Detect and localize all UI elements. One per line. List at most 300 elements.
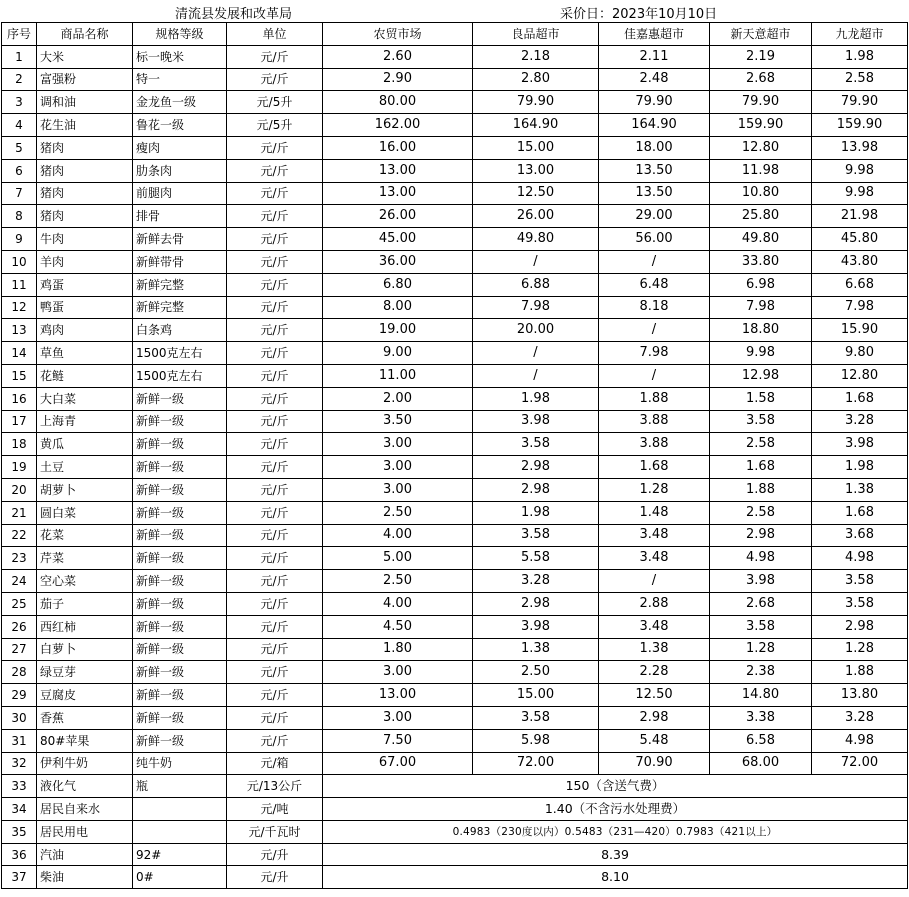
price-cell[interactable]: 9.98	[812, 182, 908, 205]
product-name-cell[interactable]: 草鱼	[37, 342, 133, 365]
product-name-cell[interactable]: 鸭蛋	[37, 296, 133, 319]
price-cell[interactable]: 3.58	[710, 410, 812, 433]
price-cell[interactable]: 13.00	[323, 159, 473, 182]
row-number-cell[interactable]: 8	[2, 205, 37, 228]
spec-cell[interactable]: 新鲜完整	[133, 273, 227, 296]
row-number-cell[interactable]: 3	[2, 91, 37, 114]
price-cell[interactable]: 6.98	[710, 273, 812, 296]
row-number-cell[interactable]: 37	[2, 866, 37, 889]
row-number-cell[interactable]: 1	[2, 45, 37, 68]
price-cell[interactable]: 3.50	[323, 410, 473, 433]
price-cell[interactable]: 1.98	[473, 501, 599, 524]
spec-cell[interactable]: 新鲜一级	[133, 456, 227, 479]
price-cell[interactable]: 4.98	[812, 729, 908, 752]
row-number-cell[interactable]: 22	[2, 524, 37, 547]
col-header-market[interactable]: 农贸市场	[323, 23, 473, 46]
price-cell[interactable]: 3.28	[473, 570, 599, 593]
price-cell[interactable]: 2.98	[812, 615, 908, 638]
price-cell[interactable]: 1.68	[599, 456, 710, 479]
row-number-cell[interactable]: 11	[2, 273, 37, 296]
price-cell[interactable]: 13.80	[812, 684, 908, 707]
price-cell[interactable]: 3.00	[323, 706, 473, 729]
price-cell[interactable]: 2.48	[599, 68, 710, 91]
row-number-cell[interactable]: 10	[2, 250, 37, 273]
product-name-cell[interactable]: 土豆	[37, 456, 133, 479]
price-cell[interactable]: 72.00	[812, 752, 908, 775]
price-cell[interactable]: /	[599, 570, 710, 593]
unit-cell[interactable]: 元/斤	[227, 250, 323, 273]
row-number-cell[interactable]: 5	[2, 136, 37, 159]
price-cell[interactable]: 2.18	[473, 45, 599, 68]
col-header-spec[interactable]: 规格等级	[133, 23, 227, 46]
price-cell[interactable]: 8.00	[323, 296, 473, 319]
unit-cell[interactable]: 元/斤	[227, 684, 323, 707]
unit-cell[interactable]: 元/斤	[227, 273, 323, 296]
price-cell[interactable]: 2.60	[323, 45, 473, 68]
spec-cell[interactable]: 新鲜一级	[133, 729, 227, 752]
unit-cell[interactable]: 元/千瓦时	[227, 820, 323, 843]
product-name-cell[interactable]: 圆白菜	[37, 501, 133, 524]
price-cell[interactable]: 6.80	[323, 273, 473, 296]
spec-cell[interactable]: 金龙鱼一级	[133, 91, 227, 114]
spec-cell[interactable]: 新鲜一级	[133, 478, 227, 501]
row-number-cell[interactable]: 27	[2, 638, 37, 661]
price-cell[interactable]: 7.98	[812, 296, 908, 319]
price-cell[interactable]: /	[473, 250, 599, 273]
price-cell[interactable]: 2.98	[599, 706, 710, 729]
row-number-cell[interactable]: 15	[2, 364, 37, 387]
price-cell[interactable]: 9.98	[812, 159, 908, 182]
unit-cell[interactable]: 元/斤	[227, 319, 323, 342]
spec-cell[interactable]: 1500克左右	[133, 364, 227, 387]
spec-cell[interactable]: 新鲜一级	[133, 433, 227, 456]
price-cell[interactable]: 1.38	[599, 638, 710, 661]
unit-cell[interactable]: 元/13公斤	[227, 775, 323, 798]
product-name-cell[interactable]: 猪肉	[37, 159, 133, 182]
row-number-cell[interactable]: 12	[2, 296, 37, 319]
price-cell[interactable]: 13.00	[473, 159, 599, 182]
row-number-cell[interactable]: 9	[2, 228, 37, 251]
spec-cell[interactable]: 新鲜一级	[133, 615, 227, 638]
spec-cell[interactable]: 新鲜一级	[133, 684, 227, 707]
price-cell[interactable]: 9.98	[710, 342, 812, 365]
price-cell[interactable]: 67.00	[323, 752, 473, 775]
price-cell[interactable]: 13.98	[812, 136, 908, 159]
price-cell[interactable]: 9.00	[323, 342, 473, 365]
product-name-cell[interactable]: 牛肉	[37, 228, 133, 251]
unit-cell[interactable]: 元/斤	[227, 706, 323, 729]
price-cell[interactable]: 16.00	[323, 136, 473, 159]
price-cell[interactable]: 68.00	[710, 752, 812, 775]
price-cell[interactable]: 7.98	[599, 342, 710, 365]
unit-cell[interactable]: 元/斤	[227, 45, 323, 68]
price-cell[interactable]: 3.58	[812, 570, 908, 593]
product-name-cell[interactable]: 伊利牛奶	[37, 752, 133, 775]
price-cell[interactable]: 3.00	[323, 433, 473, 456]
col-header-no[interactable]: 序号	[2, 23, 37, 46]
unit-cell[interactable]: 元/吨	[227, 798, 323, 821]
price-cell[interactable]: 5.98	[473, 729, 599, 752]
price-cell[interactable]: 159.90	[812, 114, 908, 137]
price-cell[interactable]: 15.00	[473, 136, 599, 159]
price-cell[interactable]: 29.00	[599, 205, 710, 228]
price-cell[interactable]: 18.80	[710, 319, 812, 342]
price-cell[interactable]: 12.50	[473, 182, 599, 205]
unit-cell[interactable]: 元/斤	[227, 592, 323, 615]
unit-cell[interactable]: 元/斤	[227, 205, 323, 228]
price-cell[interactable]: 13.50	[599, 159, 710, 182]
unit-cell[interactable]: 元/斤	[227, 136, 323, 159]
price-cell[interactable]: 2.19	[710, 45, 812, 68]
price-cell[interactable]: 4.98	[812, 547, 908, 570]
product-name-cell[interactable]: 上海青	[37, 410, 133, 433]
row-number-cell[interactable]: 4	[2, 114, 37, 137]
price-cell[interactable]: 2.88	[599, 592, 710, 615]
spec-cell[interactable]: 新鲜一级	[133, 410, 227, 433]
price-cell[interactable]: 2.98	[473, 478, 599, 501]
price-cell[interactable]: 159.90	[710, 114, 812, 137]
price-cell[interactable]: 3.38	[710, 706, 812, 729]
price-cell[interactable]: 1.98	[812, 456, 908, 479]
price-cell[interactable]: 1.28	[599, 478, 710, 501]
product-name-cell[interactable]: 花生油	[37, 114, 133, 137]
price-cell[interactable]: 6.88	[473, 273, 599, 296]
price-cell[interactable]: 3.58	[473, 524, 599, 547]
price-cell[interactable]: 79.90	[812, 91, 908, 114]
price-cell[interactable]: 1.28	[710, 638, 812, 661]
price-cell[interactable]: 11.98	[710, 159, 812, 182]
row-number-cell[interactable]: 16	[2, 387, 37, 410]
price-cell[interactable]: 2.58	[710, 433, 812, 456]
spec-cell[interactable]: 新鲜一级	[133, 524, 227, 547]
unit-cell[interactable]: 元/斤	[227, 638, 323, 661]
spec-cell[interactable]: 新鲜带骨	[133, 250, 227, 273]
price-cell[interactable]: 2.98	[473, 456, 599, 479]
product-name-cell[interactable]: 汽油	[37, 843, 133, 866]
spec-cell[interactable]: 新鲜一级	[133, 661, 227, 684]
product-name-cell[interactable]: 黄瓜	[37, 433, 133, 456]
spec-cell[interactable]: 新鲜一级	[133, 592, 227, 615]
row-number-cell[interactable]: 20	[2, 478, 37, 501]
product-name-cell[interactable]: 花鲢	[37, 364, 133, 387]
product-name-cell[interactable]: 羊肉	[37, 250, 133, 273]
price-cell[interactable]: 6.48	[599, 273, 710, 296]
unit-cell[interactable]: 元/斤	[227, 433, 323, 456]
unit-cell[interactable]: 元/斤	[227, 342, 323, 365]
price-cell[interactable]: 3.58	[710, 615, 812, 638]
spec-cell[interactable]: 前腿肉	[133, 182, 227, 205]
col-header-unit[interactable]: 单位	[227, 23, 323, 46]
unit-cell[interactable]: 元/斤	[227, 68, 323, 91]
product-name-cell[interactable]: 大米	[37, 45, 133, 68]
row-number-cell[interactable]: 29	[2, 684, 37, 707]
row-number-cell[interactable]: 35	[2, 820, 37, 843]
price-cell[interactable]: 12.50	[599, 684, 710, 707]
product-name-cell[interactable]: 猪肉	[37, 205, 133, 228]
unit-cell[interactable]: 元/斤	[227, 296, 323, 319]
product-name-cell[interactable]: 绿豆芽	[37, 661, 133, 684]
unit-cell[interactable]: 元/斤	[227, 547, 323, 570]
price-cell[interactable]: 2.80	[473, 68, 599, 91]
spec-cell[interactable]: 特一	[133, 68, 227, 91]
unit-cell[interactable]: 元/斤	[227, 159, 323, 182]
product-name-cell[interactable]: 居民自来水	[37, 798, 133, 821]
price-cell[interactable]: 21.98	[812, 205, 908, 228]
spec-cell[interactable]: 新鲜一级	[133, 501, 227, 524]
price-cell[interactable]: 3.28	[812, 706, 908, 729]
merged-price-cell[interactable]: 1.40（不含污水处理费）	[323, 798, 908, 821]
unit-cell[interactable]: 元/斤	[227, 501, 323, 524]
price-cell[interactable]: 36.00	[323, 250, 473, 273]
price-cell[interactable]: 1.80	[323, 638, 473, 661]
unit-cell[interactable]: 元/斤	[227, 615, 323, 638]
price-cell[interactable]: 3.98	[473, 615, 599, 638]
product-name-cell[interactable]: 芹菜	[37, 547, 133, 570]
spec-cell[interactable]: 新鲜一级	[133, 638, 227, 661]
price-cell[interactable]: 3.88	[599, 410, 710, 433]
spec-cell[interactable]: 1500克左右	[133, 342, 227, 365]
product-name-cell[interactable]: 柴油	[37, 866, 133, 889]
price-cell[interactable]: 3.48	[599, 547, 710, 570]
price-cell[interactable]: 12.80	[812, 364, 908, 387]
price-cell[interactable]: 2.68	[710, 68, 812, 91]
spec-cell[interactable]: 鲁花一级	[133, 114, 227, 137]
price-cell[interactable]: 1.38	[473, 638, 599, 661]
price-cell[interactable]: 1.68	[812, 387, 908, 410]
product-name-cell[interactable]: 大白菜	[37, 387, 133, 410]
row-number-cell[interactable]: 24	[2, 570, 37, 593]
spec-cell[interactable]	[133, 798, 227, 821]
spec-cell[interactable]: 瓶	[133, 775, 227, 798]
price-cell[interactable]: 3.68	[812, 524, 908, 547]
price-cell[interactable]: 164.90	[473, 114, 599, 137]
spec-cell[interactable]: 新鲜一级	[133, 387, 227, 410]
price-cell[interactable]: 19.00	[323, 319, 473, 342]
row-number-cell[interactable]: 32	[2, 752, 37, 775]
price-cell[interactable]: 2.00	[323, 387, 473, 410]
price-cell[interactable]: 20.00	[473, 319, 599, 342]
row-number-cell[interactable]: 28	[2, 661, 37, 684]
price-cell[interactable]: 79.90	[710, 91, 812, 114]
row-number-cell[interactable]: 17	[2, 410, 37, 433]
price-cell[interactable]: 26.00	[473, 205, 599, 228]
price-cell[interactable]: 79.90	[599, 91, 710, 114]
merged-price-cell[interactable]: 8.10	[323, 866, 908, 889]
spec-cell[interactable]: 标一晚米	[133, 45, 227, 68]
price-cell[interactable]: 3.48	[599, 524, 710, 547]
unit-cell[interactable]: 元/斤	[227, 661, 323, 684]
price-cell[interactable]: 14.80	[710, 684, 812, 707]
unit-cell[interactable]: 元/斤	[227, 570, 323, 593]
unit-cell[interactable]: 元/斤	[227, 364, 323, 387]
price-cell[interactable]: 15.90	[812, 319, 908, 342]
spec-cell[interactable]: 92#	[133, 843, 227, 866]
price-cell[interactable]: 1.88	[710, 478, 812, 501]
price-cell[interactable]: 3.98	[710, 570, 812, 593]
price-cell[interactable]: 2.58	[812, 68, 908, 91]
price-cell[interactable]: 2.98	[710, 524, 812, 547]
product-name-cell[interactable]: 空心菜	[37, 570, 133, 593]
price-cell[interactable]: /	[599, 250, 710, 273]
spec-cell[interactable]: 0#	[133, 866, 227, 889]
price-cell[interactable]: 2.50	[323, 501, 473, 524]
price-cell[interactable]: 1.48	[599, 501, 710, 524]
col-header-jiajiahui[interactable]: 佳嘉惠超市	[599, 23, 710, 46]
row-number-cell[interactable]: 7	[2, 182, 37, 205]
price-cell[interactable]: 2.50	[323, 570, 473, 593]
product-name-cell[interactable]: 白萝卜	[37, 638, 133, 661]
spec-cell[interactable]: 肋条肉	[133, 159, 227, 182]
price-cell[interactable]: 164.90	[599, 114, 710, 137]
row-number-cell[interactable]: 19	[2, 456, 37, 479]
price-cell[interactable]: 72.00	[473, 752, 599, 775]
product-name-cell[interactable]: 花菜	[37, 524, 133, 547]
product-name-cell[interactable]: 豆腐皮	[37, 684, 133, 707]
price-cell[interactable]: 12.80	[710, 136, 812, 159]
product-name-cell[interactable]: 猪肉	[37, 182, 133, 205]
price-cell[interactable]: 7.50	[323, 729, 473, 752]
price-cell[interactable]: 2.11	[599, 45, 710, 68]
unit-cell[interactable]: 元/5升	[227, 91, 323, 114]
spec-cell[interactable]: 新鲜一级	[133, 570, 227, 593]
price-cell[interactable]: 6.68	[812, 273, 908, 296]
product-name-cell[interactable]: 80#苹果	[37, 729, 133, 752]
col-header-jiulong[interactable]: 九龙超市	[812, 23, 908, 46]
price-cell[interactable]: 49.80	[710, 228, 812, 251]
price-cell[interactable]: 45.80	[812, 228, 908, 251]
col-header-name[interactable]: 商品名称	[37, 23, 133, 46]
price-cell[interactable]: 26.00	[323, 205, 473, 228]
price-cell[interactable]: 1.68	[710, 456, 812, 479]
price-cell[interactable]: 9.80	[812, 342, 908, 365]
price-cell[interactable]: 43.80	[812, 250, 908, 273]
price-cell[interactable]: 70.90	[599, 752, 710, 775]
col-header-xintianyi[interactable]: 新天意超市	[710, 23, 812, 46]
product-name-cell[interactable]: 富强粉	[37, 68, 133, 91]
spec-cell[interactable]: 纯牛奶	[133, 752, 227, 775]
unit-cell[interactable]: 元/斤	[227, 228, 323, 251]
product-name-cell[interactable]: 茄子	[37, 592, 133, 615]
price-cell[interactable]: 11.00	[323, 364, 473, 387]
price-cell[interactable]: 1.88	[599, 387, 710, 410]
row-number-cell[interactable]: 30	[2, 706, 37, 729]
spec-cell[interactable]: 排骨	[133, 205, 227, 228]
price-cell[interactable]: 3.58	[473, 706, 599, 729]
merged-price-cell[interactable]: 0.4983（230度以内）0.5483（231—420）0.7983（421以上）	[323, 820, 908, 843]
price-cell[interactable]: 3.00	[323, 661, 473, 684]
price-cell[interactable]: 2.98	[473, 592, 599, 615]
unit-cell[interactable]: 元/斤	[227, 478, 323, 501]
price-cell[interactable]: 49.80	[473, 228, 599, 251]
spec-cell[interactable]: 新鲜去骨	[133, 228, 227, 251]
price-cell[interactable]: 2.90	[323, 68, 473, 91]
product-name-cell[interactable]: 居民用电	[37, 820, 133, 843]
row-number-cell[interactable]: 25	[2, 592, 37, 615]
price-cell[interactable]: /	[473, 364, 599, 387]
product-name-cell[interactable]: 香蕉	[37, 706, 133, 729]
col-header-liangpin[interactable]: 良品超市	[473, 23, 599, 46]
price-cell[interactable]: 2.28	[599, 661, 710, 684]
price-cell[interactable]: 2.38	[710, 661, 812, 684]
price-cell[interactable]: 2.58	[710, 501, 812, 524]
unit-cell[interactable]: 元/升	[227, 866, 323, 889]
row-number-cell[interactable]: 14	[2, 342, 37, 365]
merged-price-cell[interactable]: 150（含送气费）	[323, 775, 908, 798]
unit-cell[interactable]: 元/斤	[227, 182, 323, 205]
spec-cell[interactable]: 新鲜完整	[133, 296, 227, 319]
price-cell[interactable]: 2.68	[710, 592, 812, 615]
price-cell[interactable]: 13.50	[599, 182, 710, 205]
row-number-cell[interactable]: 18	[2, 433, 37, 456]
price-cell[interactable]: 45.00	[323, 228, 473, 251]
unit-cell[interactable]: 元/升	[227, 843, 323, 866]
unit-cell[interactable]: 元/斤	[227, 456, 323, 479]
price-cell[interactable]: 79.90	[473, 91, 599, 114]
price-cell[interactable]: 3.88	[599, 433, 710, 456]
price-cell[interactable]: 5.58	[473, 547, 599, 570]
price-cell[interactable]: 1.98	[812, 45, 908, 68]
row-number-cell[interactable]: 36	[2, 843, 37, 866]
row-number-cell[interactable]: 21	[2, 501, 37, 524]
row-number-cell[interactable]: 26	[2, 615, 37, 638]
price-cell[interactable]: 1.28	[812, 638, 908, 661]
product-name-cell[interactable]: 鸡蛋	[37, 273, 133, 296]
unit-cell[interactable]: 元/斤	[227, 410, 323, 433]
price-cell[interactable]: 7.98	[473, 296, 599, 319]
price-cell[interactable]: 10.80	[710, 182, 812, 205]
unit-cell[interactable]: 元/斤	[227, 387, 323, 410]
price-cell[interactable]: 4.50	[323, 615, 473, 638]
price-cell[interactable]: 33.80	[710, 250, 812, 273]
price-cell[interactable]: 25.80	[710, 205, 812, 228]
price-cell[interactable]: 13.00	[323, 684, 473, 707]
price-cell[interactable]: 3.00	[323, 478, 473, 501]
price-cell[interactable]: 3.28	[812, 410, 908, 433]
price-cell[interactable]: 80.00	[323, 91, 473, 114]
price-cell[interactable]: 8.18	[599, 296, 710, 319]
unit-cell[interactable]: 元/斤	[227, 524, 323, 547]
price-cell[interactable]: /	[599, 319, 710, 342]
unit-cell[interactable]: 元/箱	[227, 752, 323, 775]
price-cell[interactable]: 5.48	[599, 729, 710, 752]
price-cell[interactable]: 3.58	[812, 592, 908, 615]
price-cell[interactable]: 1.68	[812, 501, 908, 524]
price-cell[interactable]: 6.58	[710, 729, 812, 752]
merged-price-cell[interactable]: 8.39	[323, 843, 908, 866]
price-cell[interactable]: 3.58	[473, 433, 599, 456]
product-name-cell[interactable]: 西红柿	[37, 615, 133, 638]
price-cell[interactable]: 15.00	[473, 684, 599, 707]
price-cell[interactable]: 1.58	[710, 387, 812, 410]
price-cell[interactable]: 4.00	[323, 592, 473, 615]
product-name-cell[interactable]: 鸡肉	[37, 319, 133, 342]
spec-cell[interactable]: 瘦肉	[133, 136, 227, 159]
price-cell[interactable]: 3.00	[323, 456, 473, 479]
spec-cell[interactable]: 新鲜一级	[133, 547, 227, 570]
price-cell[interactable]: 3.98	[812, 433, 908, 456]
price-cell[interactable]: 7.98	[710, 296, 812, 319]
row-number-cell[interactable]: 33	[2, 775, 37, 798]
price-cell[interactable]: 18.00	[599, 136, 710, 159]
spec-cell[interactable]: 白条鸡	[133, 319, 227, 342]
unit-cell[interactable]: 元/斤	[227, 729, 323, 752]
row-number-cell[interactable]: 23	[2, 547, 37, 570]
product-name-cell[interactable]: 胡萝卜	[37, 478, 133, 501]
price-cell[interactable]: 162.00	[323, 114, 473, 137]
row-number-cell[interactable]: 2	[2, 68, 37, 91]
product-name-cell[interactable]: 猪肉	[37, 136, 133, 159]
price-cell[interactable]: /	[599, 364, 710, 387]
